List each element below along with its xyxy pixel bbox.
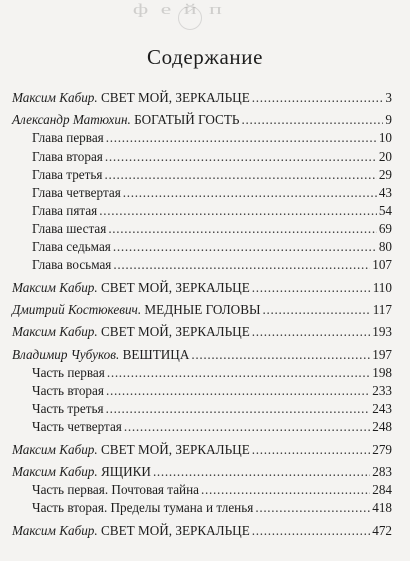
toc-entry-chapter [12, 185, 392, 203]
toc-entry-author: Владимир Чубуков. [12, 346, 120, 362]
toc-entry-author: Александр Матюхин. [12, 112, 131, 128]
toc-entry-page-number: 248 [372, 419, 392, 435]
toc-entry-label [12, 280, 250, 296]
dot-leader [252, 442, 370, 458]
toc-entry-label [32, 185, 121, 201]
toc-entry-page-number: 107 [372, 257, 392, 273]
toc-entry-label [32, 365, 105, 381]
toc-entry-chapter [12, 203, 392, 221]
dot-leader [201, 482, 370, 498]
toc-entry-page-number: 43 [378, 184, 392, 200]
toc-entry-chapter [12, 149, 392, 167]
dot-leader [123, 185, 377, 201]
dot-leader [252, 324, 370, 340]
toc-entry-work-title: СВЕТ МОЙ, ЗЕРКАЛЬЦЕ [100, 90, 250, 105]
toc-entry-author: Дмитрий Костюкевич. [12, 302, 142, 318]
toc-entry-work [12, 302, 392, 320]
toc-entry-label [32, 239, 111, 255]
dot-leader [108, 221, 377, 237]
toc-entry-work-title: СВЕТ МОЙ, ЗЕРКАЛЬЦЕ [100, 279, 250, 295]
toc-entry-label [12, 523, 250, 539]
dot-leader [255, 500, 370, 516]
toc-entry-author: Максим Кабир. [12, 522, 98, 538]
toc-entry-work [12, 464, 392, 482]
dot-leader [191, 347, 370, 363]
toc-entry-page-number: 69 [378, 221, 392, 237]
toc-entry-work-title: СВЕТ МОЙ, ЗЕРКАЛЬЦЕ [100, 324, 250, 340]
toc-entry-chapter-title: Глава четвертая [32, 184, 121, 200]
toc-entry-label [32, 130, 104, 146]
page-title: Содержание [146, 45, 264, 69]
toc-entry-label [32, 419, 122, 435]
toc-entry-work [12, 112, 392, 130]
toc-entry-work-title: МЕДНЫЕ ГОЛОВЫ [144, 302, 261, 318]
dot-leader [153, 464, 370, 480]
dot-leader [263, 302, 371, 318]
show-through-text: ф е й п [132, 2, 225, 18]
toc-entry-work-title: СВЕТ МОЙ, ЗЕРКАЛЬЦЕ [100, 522, 250, 538]
toc-entry-chapter-title: Глава вторая [32, 148, 103, 164]
toc-entry-page-number: 233 [372, 383, 392, 399]
toc-entry-chapter [12, 500, 392, 518]
toc-entry-label [32, 383, 104, 399]
toc-entry-chapter-title: Часть вторая. Пределы тумана и тленья [32, 500, 254, 516]
toc-entry-label [32, 482, 199, 498]
dot-leader [107, 365, 370, 381]
toc-entry-page-number: 243 [372, 401, 392, 417]
dot-leader [99, 203, 377, 219]
toc-entry-label [12, 464, 151, 480]
dot-leader [252, 523, 370, 539]
toc-entry-chapter [12, 239, 392, 257]
toc-entry-page-number: 117 [372, 302, 392, 318]
toc-entry-work-title: БОГАТЫЙ ГОСТЬ [134, 112, 240, 128]
toc-entry-author: Максим Кабир. [12, 324, 98, 340]
toc-entry-page-number: 284 [372, 482, 392, 498]
toc-entry-label [12, 112, 239, 128]
toc-entry-label [32, 500, 253, 516]
toc-entry-page-number: 193 [372, 324, 392, 340]
toc-entry-work-title: ЯЩИКИ [100, 463, 151, 479]
toc-entry-chapter [12, 482, 392, 500]
toc-entry-work [12, 442, 392, 460]
toc-entry-page-number: 10 [378, 130, 392, 146]
toc-entry-chapter [12, 401, 392, 419]
toc-entry-chapter [12, 221, 392, 239]
toc-entry-page-number: 110 [372, 279, 392, 295]
toc-entry-page-number: 29 [378, 166, 392, 182]
toc-entry-page-number: 54 [378, 203, 392, 219]
toc-entry-chapter-title: Глава первая [32, 130, 104, 146]
toc-entry-author: Максим Кабир. [12, 279, 98, 295]
toc-entry-chapter-title: Глава шестая [32, 221, 107, 237]
toc-entry-chapter [12, 257, 392, 275]
dot-leader [106, 401, 371, 417]
toc-entry-chapter-title: Часть вторая [32, 383, 104, 399]
toc-entry-chapter-title: Глава пятая [32, 203, 98, 219]
toc-entry-page-number: 3 [385, 90, 392, 105]
toc-entry-page-number: 80 [378, 239, 392, 255]
toc-entry-chapter [12, 365, 392, 383]
toc-entry-chapter-title: Часть первая. Почтовая тайна [32, 482, 200, 498]
toc-entry-label [32, 203, 97, 219]
table-of-contents [12, 90, 392, 541]
toc-entry-page-number: 197 [372, 346, 392, 362]
show-through-circle [178, 6, 202, 30]
toc-entry-label [32, 221, 106, 237]
toc-entry-page-number: 283 [372, 463, 392, 479]
toc-entry-label [12, 302, 261, 318]
toc-entry-author: Максим Кабир. [12, 441, 98, 457]
toc-entry-work [12, 90, 392, 108]
toc-entry-chapter-title: Часть четвертая [32, 419, 122, 435]
toc-entry-label [32, 257, 111, 273]
toc-entry-chapter [12, 419, 392, 437]
toc-entry-work [12, 347, 392, 365]
dot-leader [104, 167, 376, 183]
toc-entry-page-number: 418 [372, 500, 392, 516]
toc-entry-author: Максим Кабир. [12, 463, 98, 479]
dot-leader [105, 149, 377, 165]
dot-leader [124, 419, 370, 435]
toc-entry-page-number: 9 [385, 112, 392, 128]
toc-entry-chapter-title: Глава седьмая [32, 239, 111, 255]
dot-leader [106, 130, 377, 146]
toc-entry-chapter-title: Часть первая [32, 364, 105, 380]
toc-entry-label [12, 442, 250, 458]
toc-entry-page-number: 279 [372, 441, 392, 457]
toc-entry-chapter [12, 383, 392, 401]
dot-leader [252, 280, 371, 296]
toc-entry-label [32, 401, 104, 417]
toc-entry-author: Максим Кабир. [12, 90, 98, 105]
toc-entry-work-title: ВЕШТИЦА [122, 346, 190, 362]
toc-entry-page-number: 472 [372, 522, 392, 538]
dot-leader [106, 383, 370, 399]
toc-entry-label [32, 149, 103, 165]
toc-entry-chapter-title: Глава восьмая [32, 257, 112, 273]
dot-leader [241, 112, 383, 128]
toc-entry-label [32, 167, 102, 183]
toc-entry-chapter [12, 130, 392, 148]
toc-entry-page-number: 20 [378, 148, 392, 164]
dot-leader [252, 90, 384, 106]
dot-leader [113, 239, 377, 255]
toc-entry-label [12, 90, 250, 106]
toc-entry-chapter-title: Часть третья [32, 401, 104, 417]
toc-entry-work [12, 523, 392, 541]
toc-entry-chapter-title: Глава третья [32, 166, 103, 182]
toc-entry-page-number: 198 [372, 364, 392, 380]
show-through-print [0, 0, 410, 30]
toc-entry-label [12, 324, 250, 340]
toc-entry-work-title: СВЕТ МОЙ, ЗЕРКАЛЬЦЕ [100, 441, 250, 457]
toc-entry-work [12, 324, 392, 342]
toc-entry-chapter [12, 167, 392, 185]
toc-entry-label [12, 347, 189, 363]
toc-entry-work [12, 280, 392, 298]
dot-leader [113, 257, 370, 273]
